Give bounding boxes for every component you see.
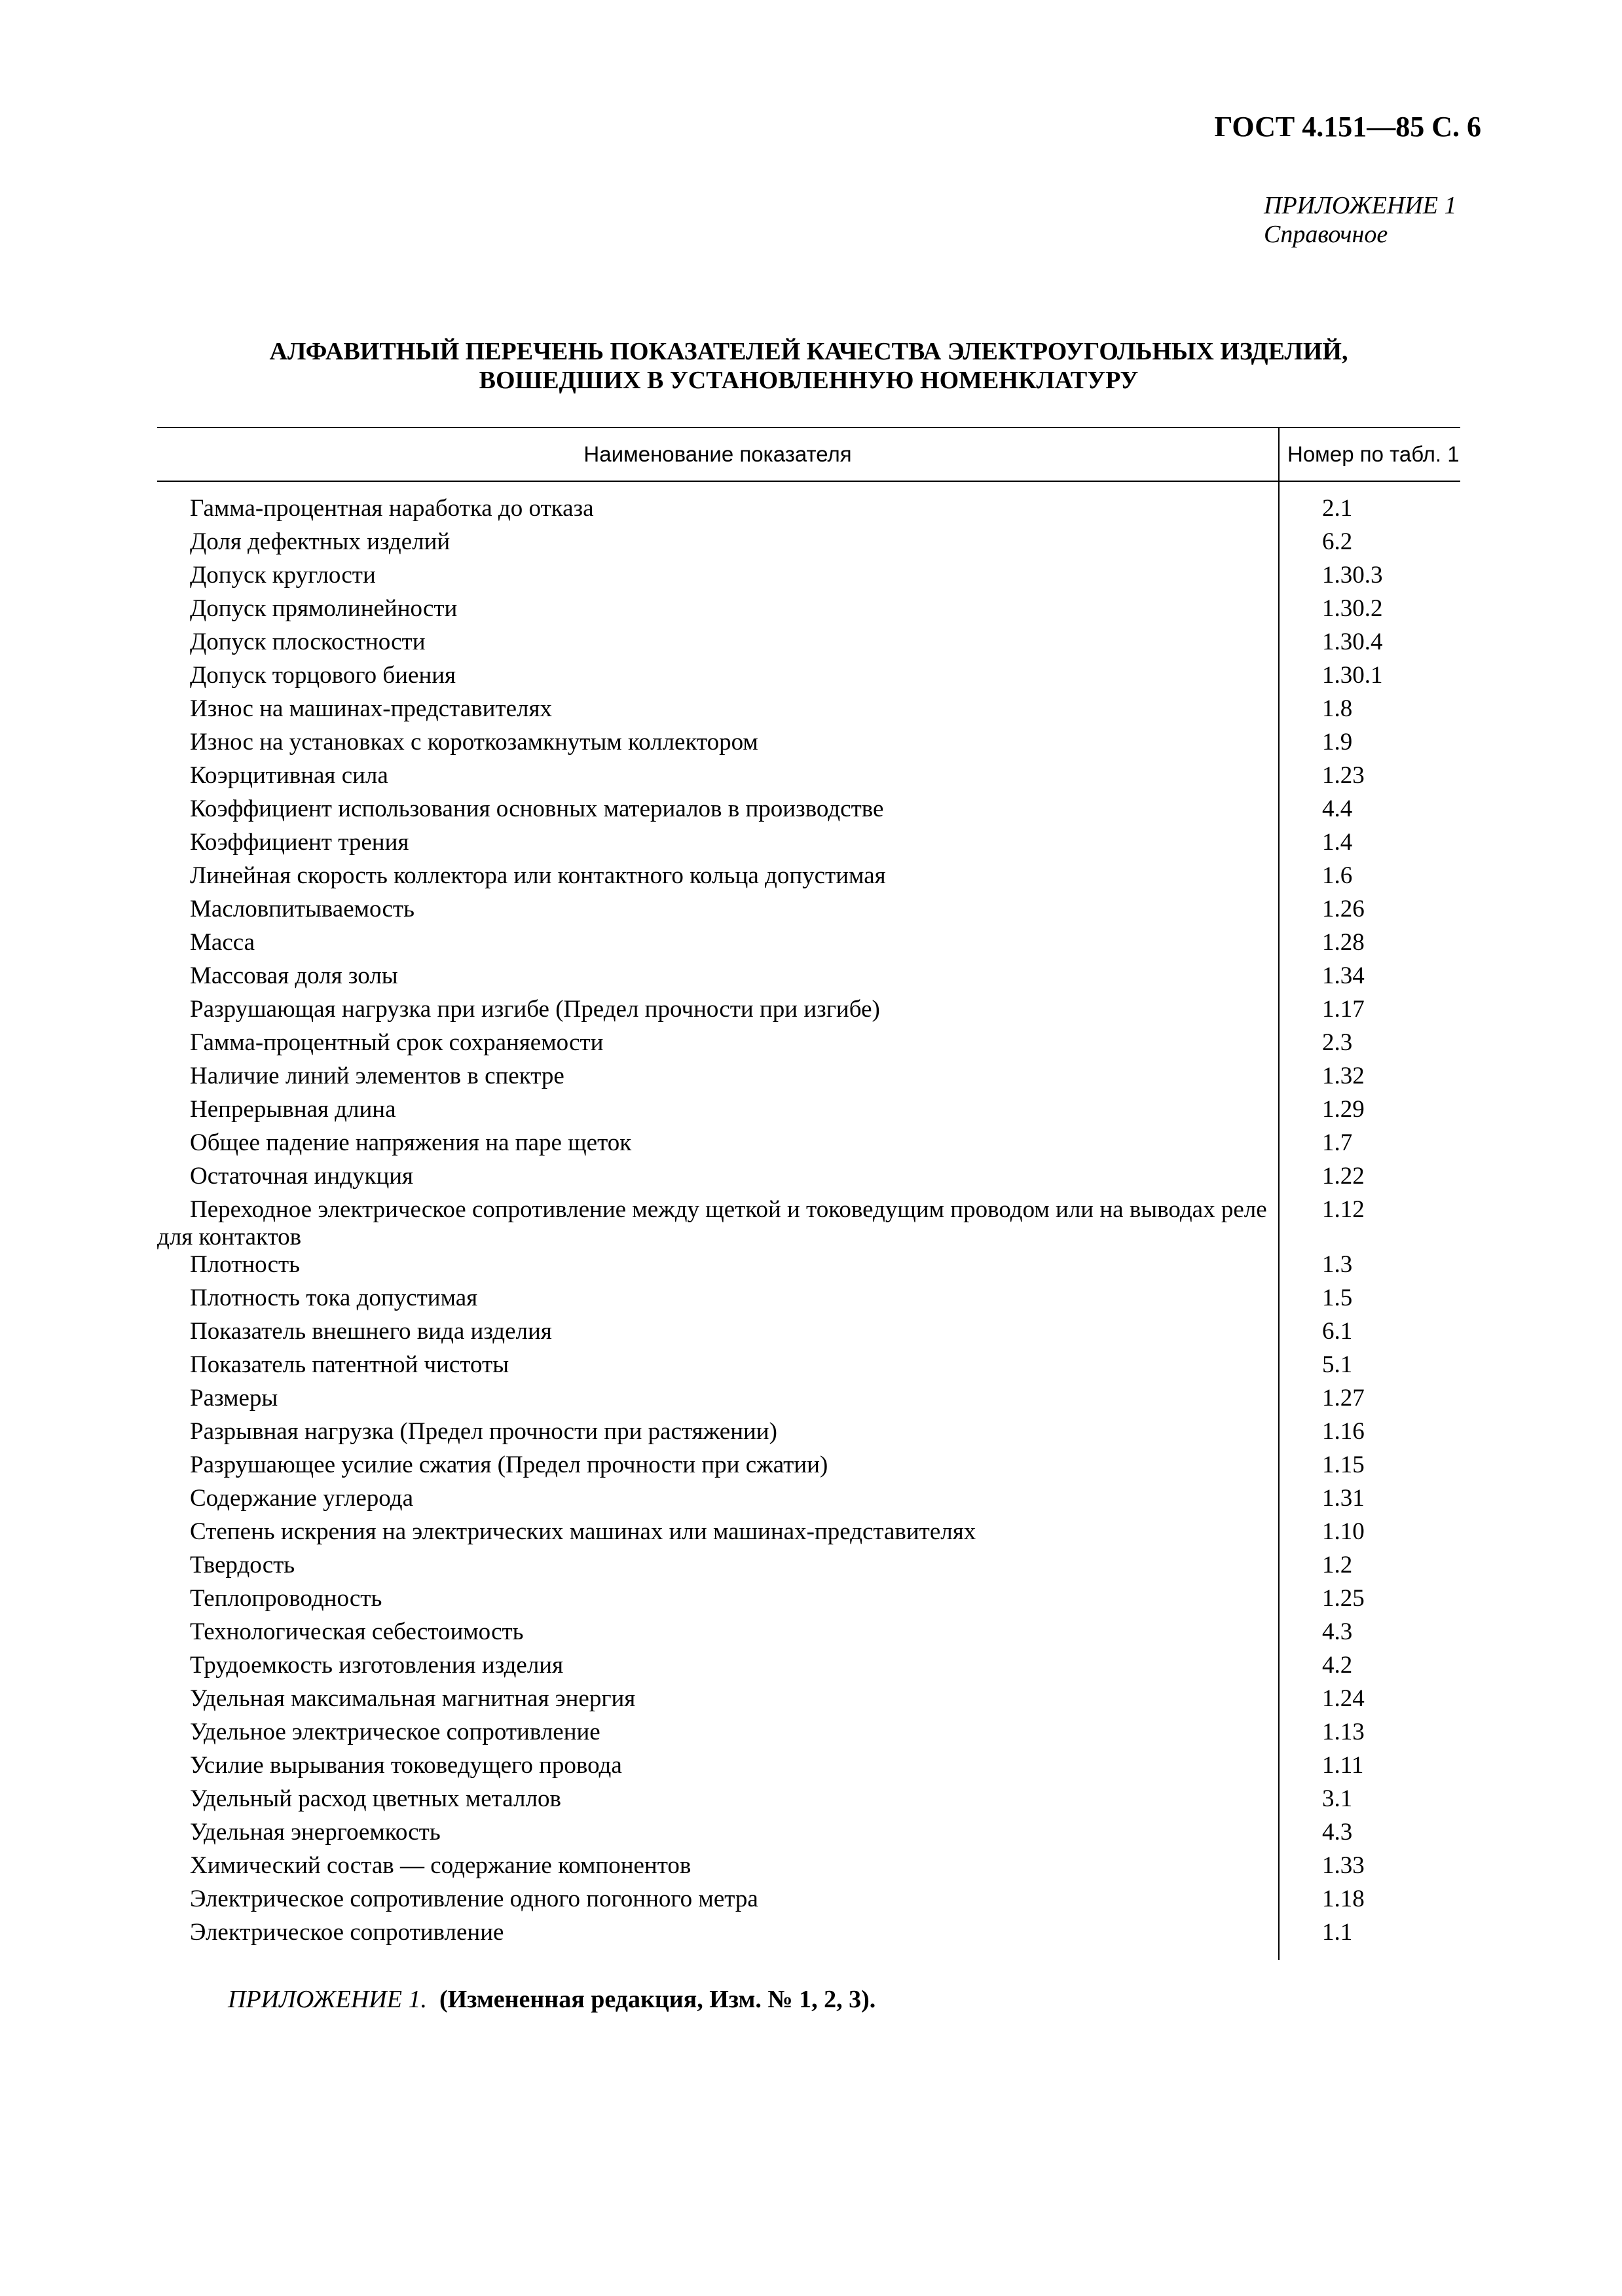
indicator-name: Переходное электрическое сопротивление между щеткой и токоведущим проводом или на выводах реле для контактов	[157, 1196, 1279, 1251]
table-reference-number: 4.4	[1322, 795, 1353, 822]
table-reference-number: 1.28	[1322, 929, 1365, 956]
table-reference-number: 1.3	[1322, 1251, 1353, 1278]
table-row	[157, 1785, 1460, 1819]
table-row	[157, 1385, 1460, 1418]
table-reference-number: 1.18	[1322, 1886, 1365, 1912]
table-row	[157, 1485, 1460, 1518]
table-reference-number: 6.1	[1322, 1318, 1353, 1345]
table-row	[157, 1819, 1460, 1852]
table-reference-number: 1.16	[1322, 1418, 1365, 1445]
table-row	[157, 1752, 1460, 1785]
indicator-name: Коэрцитивная сила	[157, 762, 1279, 795]
table-reference-number: 1.5	[1322, 1285, 1353, 1311]
table-row	[157, 762, 1460, 795]
table-reference-number: 1.30.2	[1322, 595, 1383, 622]
table-row	[157, 595, 1460, 629]
footer-revision-text: (Измененная редакция, Изм. № 1, 2, 3).	[439, 1986, 876, 2013]
indicator-name: Линейная скорость коллектора или контактного кольца допустимая	[157, 862, 1279, 896]
indicator-name: Допуск торцового биения	[157, 662, 1279, 695]
table-row	[157, 629, 1460, 662]
table-row	[157, 1552, 1460, 1585]
indicator-name: Масловпитываемость	[157, 896, 1279, 929]
table-row	[157, 862, 1460, 896]
column-header-number: Номер по табл. 1	[1279, 428, 1460, 481]
table-reference-number: 1.29	[1322, 1096, 1365, 1123]
table-row	[157, 1285, 1460, 1318]
indicator-name: Содержание углерода	[157, 1485, 1279, 1518]
appendix-label: ПРИЛОЖЕНИЕ 1	[1264, 192, 1457, 219]
table-reference-number: 6.2	[1322, 528, 1353, 555]
title-line-1: АЛФАВИТНЫЙ ПЕРЕЧЕНЬ ПОКАЗАТЕЛЕЙ КАЧЕСТВА ЭЛЕКТРОУГОЛЬНЫХ ИЗДЕЛИЙ,	[269, 338, 1348, 365]
table-row	[157, 1886, 1460, 1919]
indicator-name: Плотность	[157, 1251, 1279, 1285]
indicator-name: Разрушающая нагрузка при изгибе (Предел прочности при изгибе)	[157, 996, 1279, 1029]
indicator-name: Усилие вырывания токоведущего провода	[157, 1752, 1279, 1785]
table-reference-number: 1.30.1	[1322, 662, 1383, 689]
table-row	[157, 996, 1460, 1029]
indicator-name: Показатель патентной чистоты	[157, 1351, 1279, 1385]
table-row	[157, 1585, 1460, 1618]
indicator-name: Коэффициент трения	[157, 829, 1279, 862]
table-row	[157, 1618, 1460, 1652]
appendix-block	[1264, 191, 1456, 249]
table-row	[157, 1163, 1460, 1196]
table-row	[157, 1196, 1460, 1251]
indicator-name: Допуск плоскостности	[157, 629, 1279, 662]
table-row	[157, 528, 1460, 562]
table-row	[157, 729, 1460, 762]
indicator-name: Удельное электрическое сопротивление	[157, 1719, 1279, 1752]
indicator-name: Трудоемкость изготовления изделия	[157, 1652, 1279, 1685]
indicator-name: Гамма-процентный срок сохраняемости	[157, 1029, 1279, 1063]
table-reference-number: 1.2	[1322, 1552, 1353, 1578]
indicators-table	[157, 427, 1460, 1960]
table-row	[157, 1096, 1460, 1129]
table-reference-number: 1.13	[1322, 1719, 1365, 1745]
table-reference-number: 2.3	[1322, 1029, 1353, 1056]
table-reference-number: 4.2	[1322, 1652, 1353, 1679]
table-row	[157, 929, 1460, 962]
document-title	[157, 337, 1460, 395]
table-reference-number: 1.27	[1322, 1385, 1365, 1412]
table-reference-number: 1.4	[1322, 829, 1353, 856]
table-reference-number: 1.15	[1322, 1451, 1365, 1478]
table-row	[157, 1685, 1460, 1719]
table-row	[157, 1719, 1460, 1752]
indicator-name: Удельная максимальная магнитная энергия	[157, 1685, 1279, 1719]
table-reference-number: 1.30.3	[1322, 562, 1383, 589]
indicator-name: Разрушающее усилие сжатия (Предел прочности при сжатии)	[157, 1451, 1279, 1485]
indicator-name: Масса	[157, 929, 1279, 962]
table-row	[157, 1318, 1460, 1351]
table-row	[157, 1451, 1460, 1485]
table-reference-number: 1.31	[1322, 1485, 1365, 1512]
indicator-name: Плотность тока допустимая	[157, 1285, 1279, 1318]
table-reference-number: 1.10	[1322, 1518, 1365, 1545]
table-row	[157, 1518, 1460, 1552]
table-row	[157, 481, 1460, 528]
table-row	[157, 1063, 1460, 1096]
table-reference-number: 2.1	[1322, 495, 1353, 522]
table-reference-number: 1.33	[1322, 1852, 1365, 1879]
table-reference-number: 1.7	[1322, 1129, 1353, 1156]
indicator-name: Химический состав — содержание компонентов	[157, 1852, 1279, 1886]
table-header-row	[157, 428, 1460, 481]
table-reference-number: 1.34	[1322, 962, 1365, 989]
column-header-name: Наименование показателя	[157, 428, 1279, 481]
indicator-name: Удельная энергоемкость	[157, 1819, 1279, 1852]
indicator-name: Электрическое сопротивление одного погонного метра	[157, 1886, 1279, 1919]
indicator-name: Износ на установках с короткозамкнутым коллектором	[157, 729, 1279, 762]
indicator-name: Доля дефектных изделий	[157, 528, 1279, 562]
table-row	[157, 1351, 1460, 1385]
table-body	[157, 481, 1460, 1960]
title-line-2: ВОШЕДШИХ В УСТАНОВЛЕННУЮ НОМЕНКЛАТУРУ	[479, 367, 1139, 394]
indicator-name: Наличие линий элементов в спектре	[157, 1063, 1279, 1096]
indicator-name: Непрерывная длина	[157, 1096, 1279, 1129]
table-row	[157, 562, 1460, 595]
table-row	[157, 1129, 1460, 1163]
table-reference-number: 1.11	[1322, 1752, 1364, 1779]
indicator-name: Массовая доля золы	[157, 962, 1279, 996]
table-reference-number: 4.3	[1322, 1819, 1353, 1846]
indicator-name: Размеры	[157, 1385, 1279, 1418]
indicator-name: Износ на машинах-представителях	[157, 695, 1279, 729]
table-row	[157, 962, 1460, 996]
table-row	[157, 795, 1460, 829]
appendix-type: Справочное	[1264, 221, 1388, 248]
indicator-name: Допуск прямолинейности	[157, 595, 1279, 629]
indicator-name: Допуск круглости	[157, 562, 1279, 595]
indicator-name: Теплопроводность	[157, 1585, 1279, 1618]
table-reference-number: 4.3	[1322, 1618, 1353, 1645]
table-row	[157, 829, 1460, 862]
table-row	[157, 1652, 1460, 1685]
table-reference-number: 1.26	[1322, 896, 1365, 922]
footer-appendix-label: ПРИЛОЖЕНИЕ 1.	[228, 1986, 427, 2013]
table-reference-number: 1.8	[1322, 695, 1353, 722]
table-reference-number: 1.24	[1322, 1685, 1365, 1712]
indicator-name: Твердость	[157, 1552, 1279, 1585]
table-row	[157, 1029, 1460, 1063]
indicator-name: Коэффициент использования основных материалов в производстве	[157, 795, 1279, 829]
table-reference-number: 1.23	[1322, 762, 1365, 789]
table-reference-number: 1.12	[1322, 1196, 1365, 1223]
indicator-name: Разрывная нагрузка (Предел прочности при растяжении)	[157, 1418, 1279, 1451]
table-row	[157, 896, 1460, 929]
table-reference-number: 1.9	[1322, 729, 1353, 756]
table-row	[157, 662, 1460, 695]
indicator-name: Остаточная индукция	[157, 1163, 1279, 1196]
indicator-name: Технологическая себестоимость	[157, 1618, 1279, 1652]
indicator-name: Общее падение напряжения на паре щеток	[157, 1129, 1279, 1163]
table-reference-number: 1.22	[1322, 1163, 1365, 1190]
table-reference-number: 1.6	[1322, 862, 1353, 889]
table-reference-number: 1.17	[1322, 996, 1365, 1023]
table-row	[157, 1251, 1460, 1285]
indicator-name: Степень искрения на электрических машинах или машинах-представителях	[157, 1518, 1279, 1552]
table-reference-number: 1.25	[1322, 1585, 1365, 1612]
indicator-name: Удельный расход цветных металлов	[157, 1785, 1279, 1819]
indicator-name: Показатель внешнего вида изделия	[157, 1318, 1279, 1351]
table-row	[157, 1418, 1460, 1451]
table-row	[157, 1852, 1460, 1886]
table-row	[157, 1919, 1460, 1960]
table-reference-number: 1.30.4	[1322, 629, 1383, 655]
indicator-name: Гамма-процентная наработка до отказа	[157, 481, 1279, 528]
table-row	[157, 695, 1460, 729]
table-reference-number: 5.1	[1322, 1351, 1353, 1378]
table-reference-number: 1.32	[1322, 1063, 1365, 1089]
document-code: ГОСТ 4.151—85 С. 6	[1214, 111, 1481, 143]
indicator-name: Электрическое сопротивление	[157, 1919, 1279, 1960]
table-reference-number: 3.1	[1322, 1785, 1353, 1812]
table-reference-number: 1.1	[1322, 1919, 1353, 1946]
footer-note	[228, 1985, 876, 2014]
